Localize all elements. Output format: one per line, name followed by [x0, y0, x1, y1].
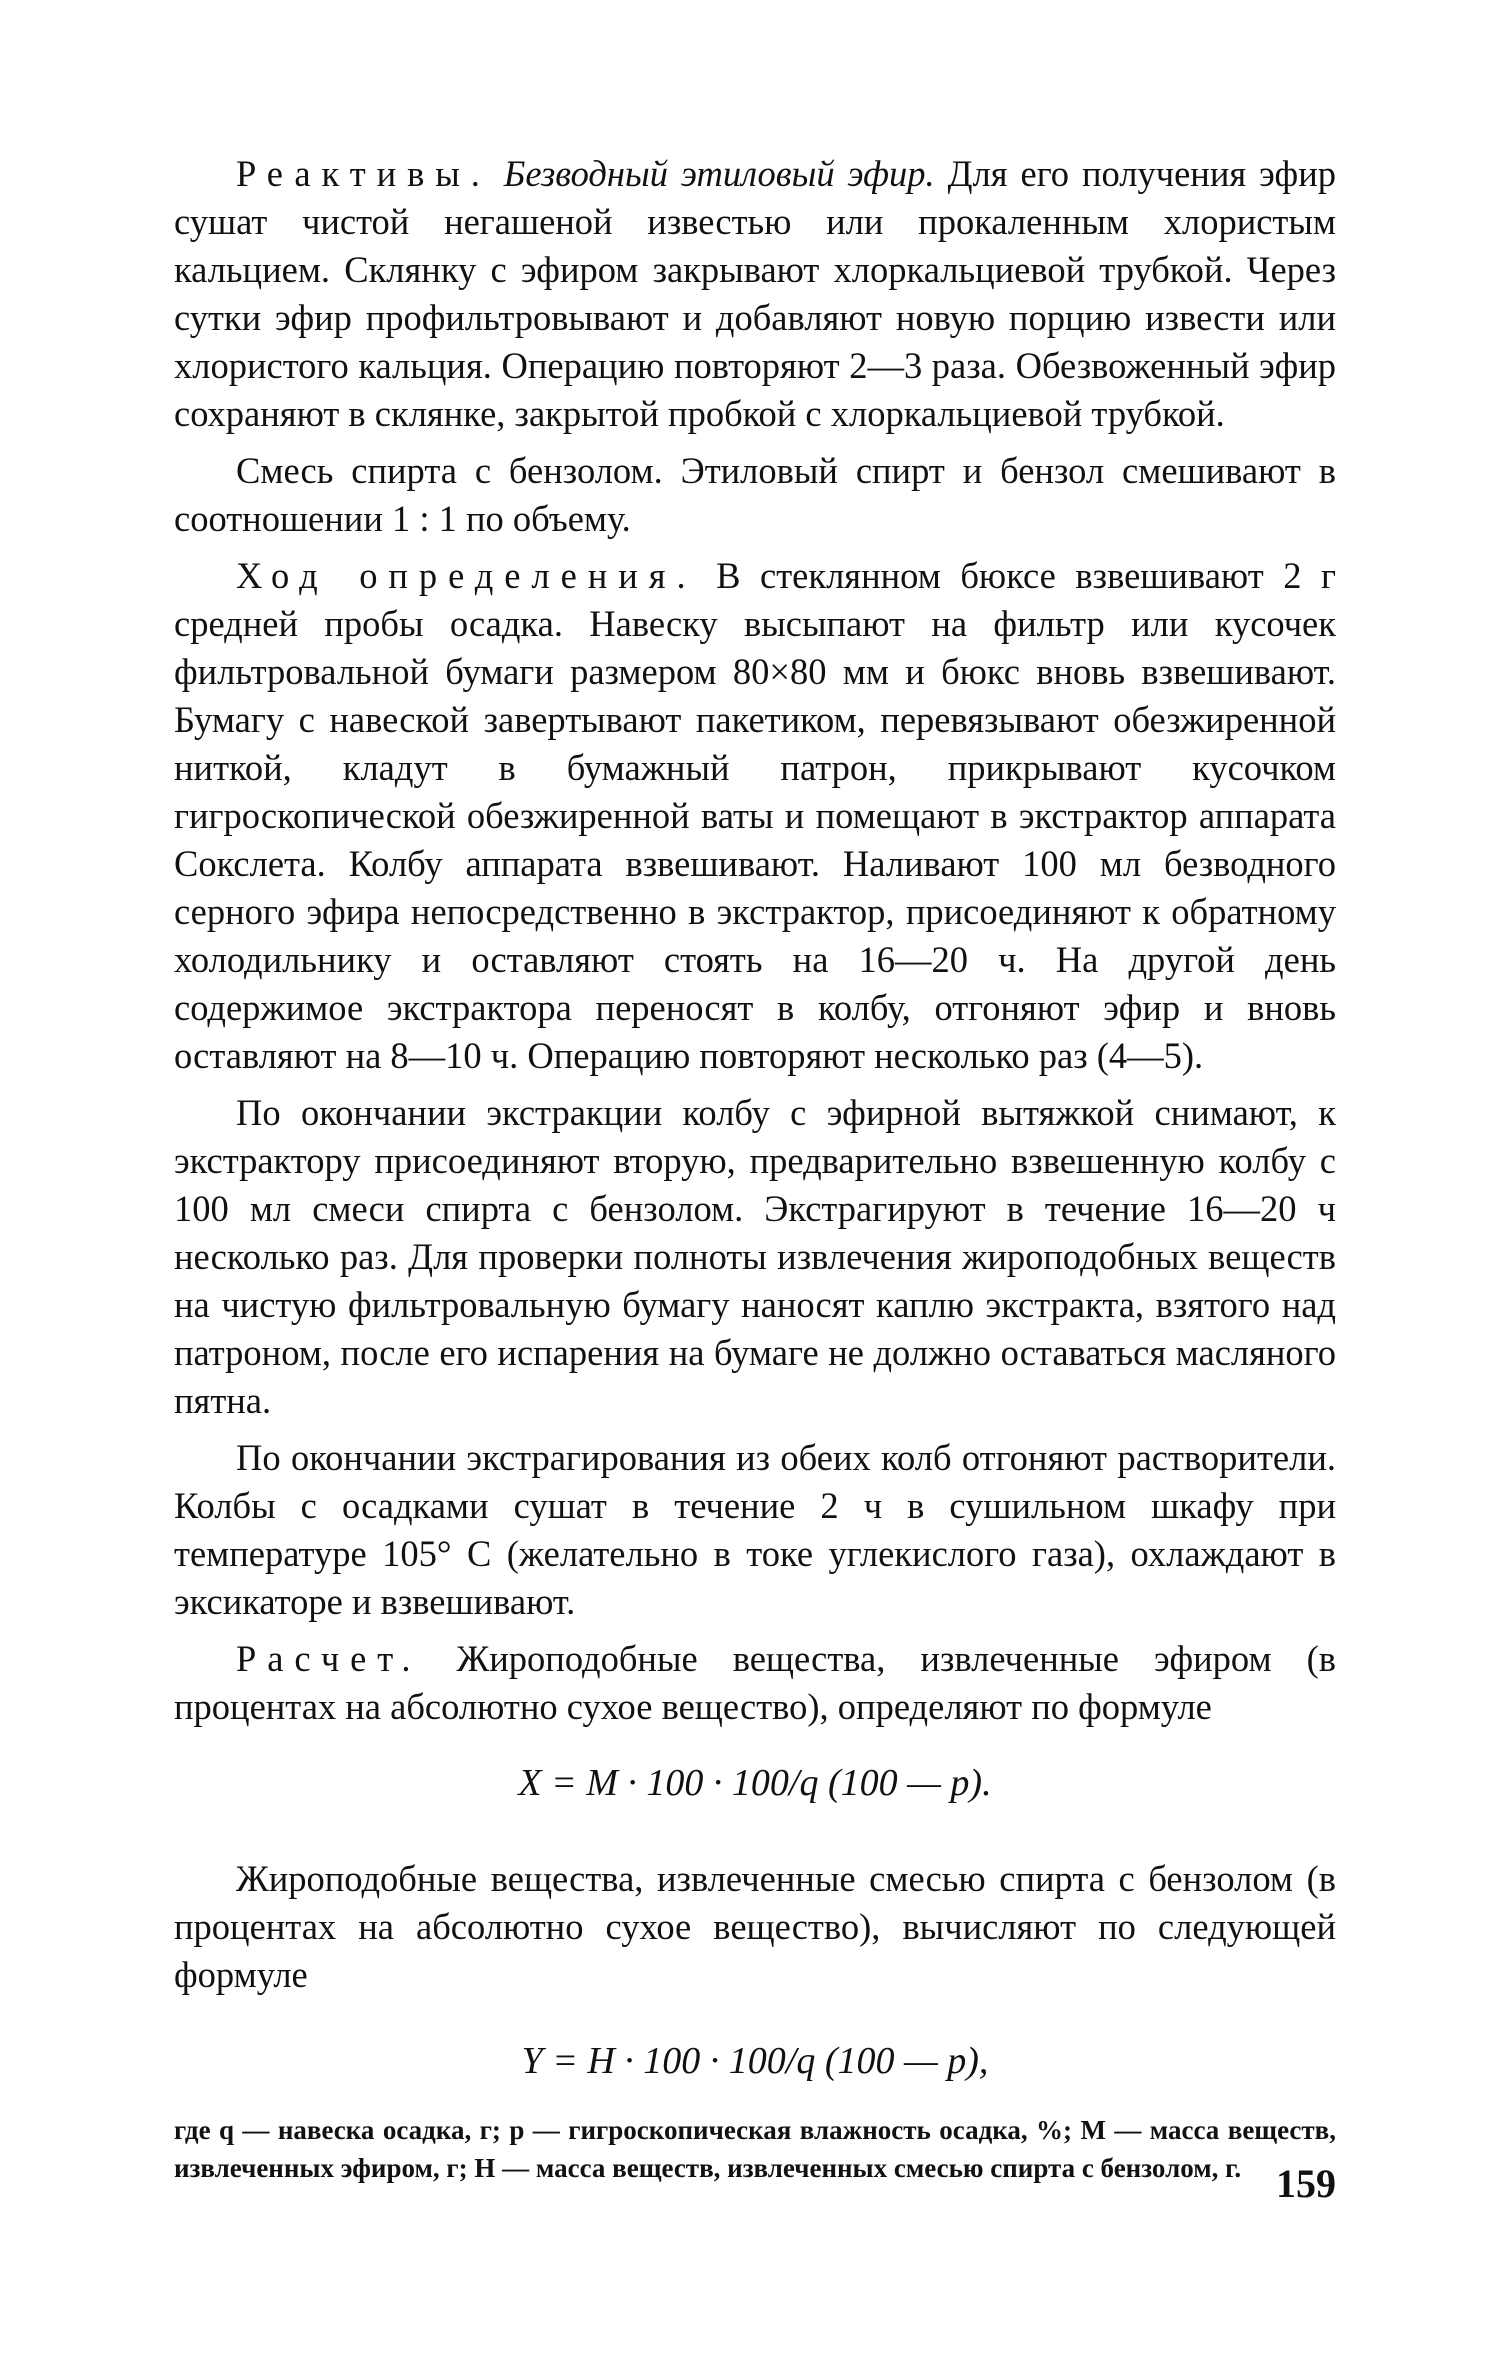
footnote-legend: где q — навеска осадка, г; p — гигроскопическая влажность осадка, %; M — масса веществ, извлеченных эфиром, г; H — масса веществ, извлеченных смесью спирта с бензолом, г. — [174, 2115, 1336, 2183]
formula-x: X = M · 100 · 100/q (100 — p). — [518, 1762, 992, 1804]
formula-y: Y = H · 100 · 100/q (100 — p), — [521, 2040, 989, 2082]
page-number: 159 — [1276, 2161, 1336, 2206]
paragraph-reagents — [174, 150, 1336, 438]
page-body — [174, 150, 1336, 2187]
paragraph-calculation — [174, 1635, 1336, 1731]
paragraph-distillation: По окончании экстрагирования из обеих колб отгоняют растворители. Колбы с осадками сушат в течение 2 ч в сушильном шкафу при температуре 105° С (желательно в токе углекислого газа), охлаждают в эксикаторе и взвешивают. — [174, 1437, 1336, 1622]
paragraph-procedure-text: В стеклянном бюксе взвешивают 2 г средней пробы осадка. Навеску высыпают на фильтр или кусочек фильтровальной бумаги размером 80×80 мм и бюкс вновь взвешивают. Бумагу с навеской завертывают пакетиком, перевязывают обезжиренной ниткой, кладут в бумажный патрон, прикрывают кусочком гигроскопической обезжиренной ваты и помещают в экстрактор аппарата Сокслета. Колбу аппарата взвешивают. Наливают 100 мл безводного серного эфира непосредственно в экстрактор, присоединяют к обратному холодильнику и оставляют стоять на 16—20 ч. На другой день содержимое экстрактора переносят в колбу, отгоняют эфир и вновь оставляют на 8—10 ч. Операцию повторяют несколько раз (4—5). — [174, 555, 1336, 1076]
paragraph-calculation-text: Жироподобные вещества, извлеченные эфиром (в процентах на абсолютно сухое вещество), определяют по формуле — [174, 1638, 1336, 1727]
paragraph-extraction: По окончании экстракции колбу с эфирной вытяжкой снимают, к экстрактору присоединяют вторую, предварительно взвешенную колбу с 100 мл смеси спирта с бензолом. Экстрагируют в течение 16—20 ч несколько раз. Для проверки полноты извлечения жироподобных веществ на чистую фильтровальную бумагу наносят каплю экстракта, взятого над патроном, после его испарения на бумаге не должно оставаться масляного пятна. — [174, 1092, 1336, 1421]
paragraph-mixture: Смесь спирта с бензолом. Этиловый спирт и бензол смешивают в соотношении 1 : 1 по объему. — [174, 450, 1336, 539]
paragraph-reagents-text: Для его получения эфир сушат чистой негашеной известью или прокаленным хлористым кальцием. Склянку с эфиром закрывают хлоркальциевой трубкой. Через сутки эфир профильтровывают и добавляют новую порцию извести или хлористого кальция. Операцию повторяют 2—3 раза. Обезвоженный эфир сохраняют в склянке, закрытой пробкой с хлоркальциевой трубкой. — [174, 153, 1336, 434]
paragraph-benzene-fraction: Жироподобные вещества, извлеченные смесью спирта с бензолом (в процентах на абсолютно сухое вещество), вычисляют по следующей формуле — [174, 1858, 1336, 1995]
paragraph-procedure — [174, 552, 1336, 1080]
section-lead-reagents: Реактивы. — [236, 153, 491, 194]
section-lead-calculation: Расчет. — [236, 1638, 422, 1679]
reagent-ether-title: Безводный этиловый эфир. — [490, 153, 935, 194]
section-lead-procedure: Ход определения. — [236, 555, 697, 596]
